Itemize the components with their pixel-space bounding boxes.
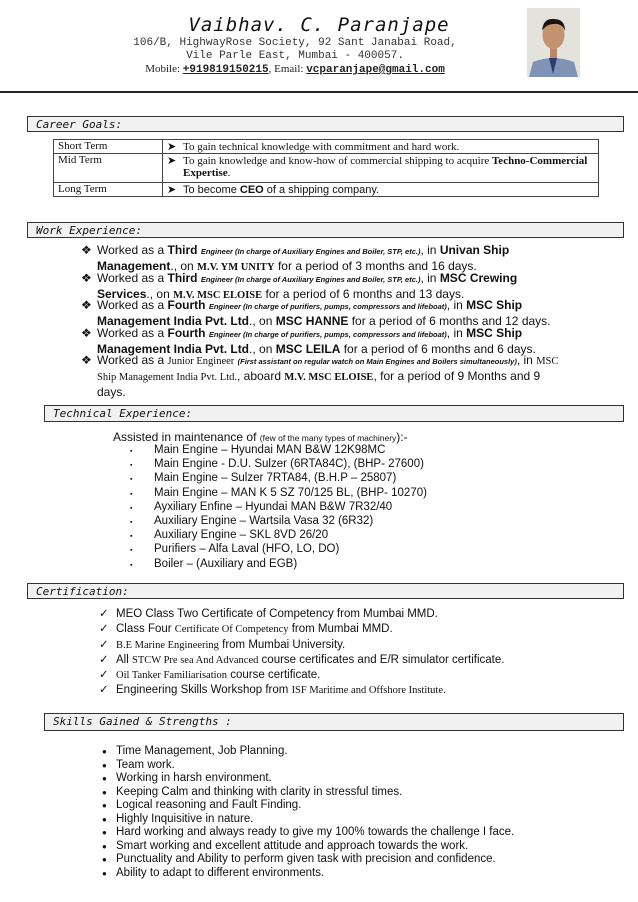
list-item: ● Working in harsh environment. — [102, 772, 272, 784]
list-item: ✓ Class Four Certificate Of Competency from Mumbai MMD. — [99, 623, 393, 636]
check-icon: ✓ — [99, 623, 109, 636]
work-entry: ❖ Worked as a Third Engineer (In charge of Auxiliary Engines and Boiler, STP, etc.), in Univan Ship Management., on M.V. YM UNITY for a period of 3 months and 16 days. — [81, 243, 510, 273]
list-item: ● Ability to adapt to different environments. — [102, 866, 325, 879]
certification-list — [99, 607, 504, 699]
arrow-bullet-icon: ➤ — [167, 184, 177, 196]
list-item: ▪ Main Engine – MAN K 5 SZ 70/125 BL, (BHP- 10270) — [130, 486, 427, 499]
check-icon: ✓ — [99, 669, 109, 682]
goal-text: ➤ To gain technical knowledge with commitment and hard work. — [163, 140, 599, 154]
list-item: ● Time Management, Job Planning. — [102, 745, 288, 757]
table-row — [54, 140, 599, 154]
diamond-bullet-icon: ❖ — [81, 271, 92, 285]
goal-term: Mid Term — [54, 154, 163, 183]
technical-list — [130, 444, 427, 572]
mobile-label: Mobile: — [145, 63, 183, 75]
check-icon: ✓ — [99, 638, 109, 651]
list-item: ✓ Oil Tanker Familiarisation course certificate. — [99, 669, 321, 682]
arrow-bullet-icon: ➤ — [167, 155, 177, 167]
check-icon: ✓ — [99, 684, 109, 697]
goal-text: ➤ To become CEO of a shipping company. — [163, 183, 599, 197]
list-item: ▪ Auxiliary Engine – Wartsila Vasa 32 (6R32) — [130, 515, 374, 528]
list-item: ● Hard working and always ready to give my 100% towards the challenge I face. — [102, 826, 515, 838]
list-item: ● Team work. — [102, 758, 175, 771]
list-item: ▪ Boiler – (Auxiliary and EGB) — [130, 557, 298, 570]
address-line-1: 106/B, HighwayRose Society, 92 Sant Janabai Road, — [133, 37, 457, 49]
career-goals-table — [53, 139, 599, 197]
diamond-bullet-icon: ❖ — [81, 243, 92, 257]
skills-list — [102, 745, 514, 880]
list-item: ▪ Purifiers – Alfa Laval (HFO, LO, DO) — [130, 543, 340, 556]
goal-text: ➤ To gain knowledge and know-how of commercial shipping to acquire Techno-Commercial Expertise. — [163, 154, 599, 183]
arrow-bullet-icon: ➤ — [167, 141, 177, 153]
table-row — [54, 183, 599, 197]
email-label: , Email: — [268, 63, 307, 75]
diamond-bullet-icon: ❖ — [81, 326, 92, 340]
section-heading-career-goals: Career Goals: — [27, 116, 624, 132]
diamond-bullet-icon: ❖ — [81, 298, 92, 312]
header-divider — [0, 91, 638, 93]
work-entry: ❖ Worked as a Junior Engineer (First assistant on regular watch on Main Engines and Boilers simultaneously), in MSC Ship Management India Pvt. Ltd., aboard M.V. MSC ELOISE, for a period of 9 Months and 9 days. — [81, 353, 559, 399]
list-item: ✓ Engineering Skills Workshop from ISF Maritime and Offshore Institute. — [99, 684, 447, 697]
check-icon: ✓ — [99, 653, 109, 666]
candidate-name: Vaibhav. C. Paranjape — [188, 14, 450, 36]
list-item: ▪ Auxiliary Engine – SKL 8VD 26/20 — [130, 529, 329, 542]
list-item: ● Logical reasoning and Fault Finding. — [102, 799, 302, 811]
section-heading-skills: Skills Gained & Strengths : — [44, 713, 624, 731]
section-heading-certification: Certification: — [27, 583, 624, 599]
list-item: ▪ Main Engine – Hyundai MAN B&W 12K98MC — [130, 444, 386, 456]
list-item: ▪ Ayxiliary Enfine – Hyundai MAN B&W 7R32/40 — [130, 500, 393, 513]
list-item: ✓ B.E Marine Engineering from Mumbai University. — [99, 638, 346, 651]
technical-intro: Assisted in maintenance of (few of the many types of machinery):- — [113, 430, 408, 444]
mobile-number: +919819150215 — [182, 64, 269, 76]
work-entry: ❖ Worked as a Fourth Engineer (In charge of purifiers, pumps, compressors and lifeboat), in MSC Ship Management India Pvt. Ltd., on MSC HANNE for a period of 6 months and 12 days. — [81, 298, 551, 328]
table-row — [54, 154, 599, 183]
list-item: ● Punctuality and Ability to perform given task with precision and confidence. — [102, 853, 496, 865]
profile-photo — [527, 8, 580, 77]
list-item: ✓ MEO Class Two Certificate of Competency from Mumbai MMD. — [99, 608, 438, 620]
address-line-2: Vile Parle East, Mumbai - 400057. — [186, 50, 404, 62]
list-item: ● Smart working and excellent attitude and approach towards the work. — [102, 839, 469, 852]
list-item: ✓ All STCW Pre sea And Advanced course certificates and E/R simulator certificate. — [99, 653, 505, 666]
section-heading-technical-experience: Technical Experience: — [44, 405, 624, 422]
list-item: ▪ Main Engine – Sulzer 7RTA84, (B.H.P – 25807) — [130, 472, 397, 485]
work-entry: ❖ Worked as a Third Engineer (In charge of Auxiliary Engines and Boiler, STP, etc.), in MSC Crewing Services., on M.V. MSC ELOISE for a period of 6 months and 13 days. — [81, 271, 518, 301]
list-item: ● Highly Inquisitive in nature. — [102, 812, 254, 825]
goal-term: Short Term — [54, 140, 163, 154]
check-icon: ✓ — [99, 608, 109, 620]
list-item: ● Keeping Calm and thinking with clarity in stressful times. — [102, 785, 403, 798]
goal-term: Long Term — [54, 183, 163, 197]
email-link[interactable]: vcparanjape@gmail.com — [306, 64, 445, 76]
section-heading-work-experience: Work Experience: — [27, 222, 624, 238]
list-item: ▪ Main Engine - D.U. Sulzer (6RTA84C), (BHP- 27600) — [130, 458, 424, 471]
work-entry: ❖ Worked as a Fourth Engineer (In charge of purifiers, pumps, compressors and lifeboat), in MSC Ship Management India Pvt. Ltd., on MSC LEILA for a period of 6 months and 6 days. — [81, 326, 536, 356]
contact-line — [0, 63, 590, 76]
diamond-bullet-icon: ❖ — [81, 353, 92, 367]
